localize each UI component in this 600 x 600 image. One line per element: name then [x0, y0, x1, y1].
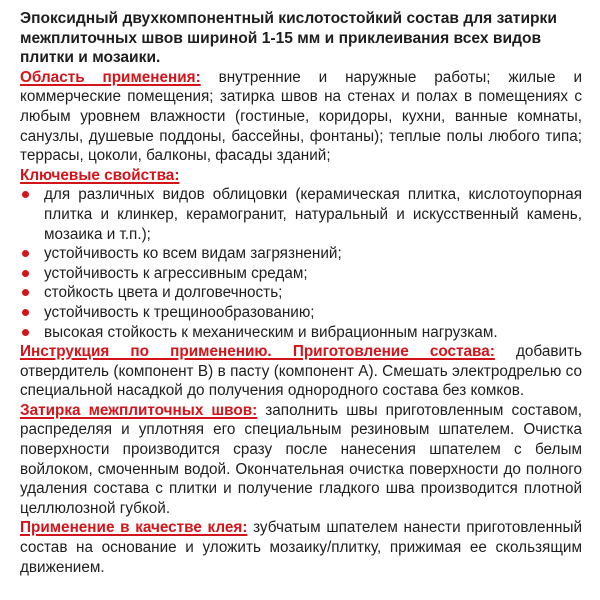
list-item-text: высокая стойкость к механическим и вибрационным нагрузкам. — [44, 323, 498, 341]
bullet-icon — [22, 289, 29, 296]
section-instructions — [20, 342, 582, 401]
list-item — [20, 185, 582, 244]
product-intro: Эпоксидный двухкомпонентный кислотостойкий состав для затирки межплиточных швов шириной 1-15 мм и приклеивания всех видов плитки и мозаики. — [20, 10, 557, 67]
section-key-properties — [20, 166, 582, 342]
section-text-adhesive-use: зубчатым шпателем нанести приготовленный состав на основание и уложить мозаику/плитку, прижимая ее скользящим движением. — [20, 519, 583, 576]
section-application — [20, 68, 582, 166]
section-adhesive-use — [20, 518, 582, 577]
section-heading-grouting: Затирка межплиточных швов: — [20, 401, 258, 419]
section-text-application: внутренние и наружные работы; жилые и коммерческие помещения; затирка швов на стенах и полах в помещениях с любым уровнем влажности (гостиные, коридоры, кухни, ванные комнаты, санузлы, душевые поддоны, бассейны, фонтаны); теплые полы любого типа; террасы, цоколи, балконы, фасады зданий; — [20, 68, 582, 165]
list-item-text: стойкость цвета и долговечность; — [44, 284, 283, 302]
section-heading-key-properties: Ключевые свойства: — [20, 166, 180, 184]
list-item — [20, 303, 582, 323]
list-item — [20, 323, 582, 343]
list-item-text: устойчивость к трещинообразованию; — [44, 303, 315, 321]
list-item — [20, 283, 582, 303]
list-item-text: устойчивость к агрессивным средам; — [44, 264, 308, 282]
bullet-icon — [22, 329, 29, 336]
section-grouting — [20, 401, 582, 519]
product-description — [20, 9, 582, 577]
list-item-text: для различных видов облицовки (керамическая плитка, кислотоупорная плитка и клинкер, керамогранит, натуральный и искусственный камень, мозаика и т.п.); — [44, 186, 582, 243]
key-properties-list — [20, 185, 582, 342]
list-item — [20, 264, 582, 284]
section-heading-adhesive-use: Применение в качестве клея: — [20, 519, 248, 537]
list-item-text: устойчивость ко всем видам загрязнений; — [44, 245, 342, 263]
bullet-icon — [22, 191, 29, 198]
bullet-icon — [22, 309, 29, 316]
bullet-icon — [22, 250, 29, 257]
section-heading-instructions: Инструкция по применению. Приготовление состава: — [20, 343, 495, 361]
section-text-instructions: добавить отвердитель (компонент В) в пасту (компонент А). Смешать электродрелью со специальной насадкой до получения однородного состава без комков. — [20, 343, 582, 400]
bullet-icon — [22, 270, 29, 277]
section-heading-application: Область применения: — [20, 68, 201, 86]
list-item — [20, 244, 582, 264]
section-text-grouting: заполнить швы приготовленным составом, распределяя и уплотняя его специальным резиновым шпателем. Очистка поверхности производится сразу после нанесения шпателем с белым войлоком, смоченным водой. Окончательная очистка поверхности до полного удаления состава с плитки и получение гладкого шва производится плотной целлюлозной губкой. — [20, 401, 583, 517]
